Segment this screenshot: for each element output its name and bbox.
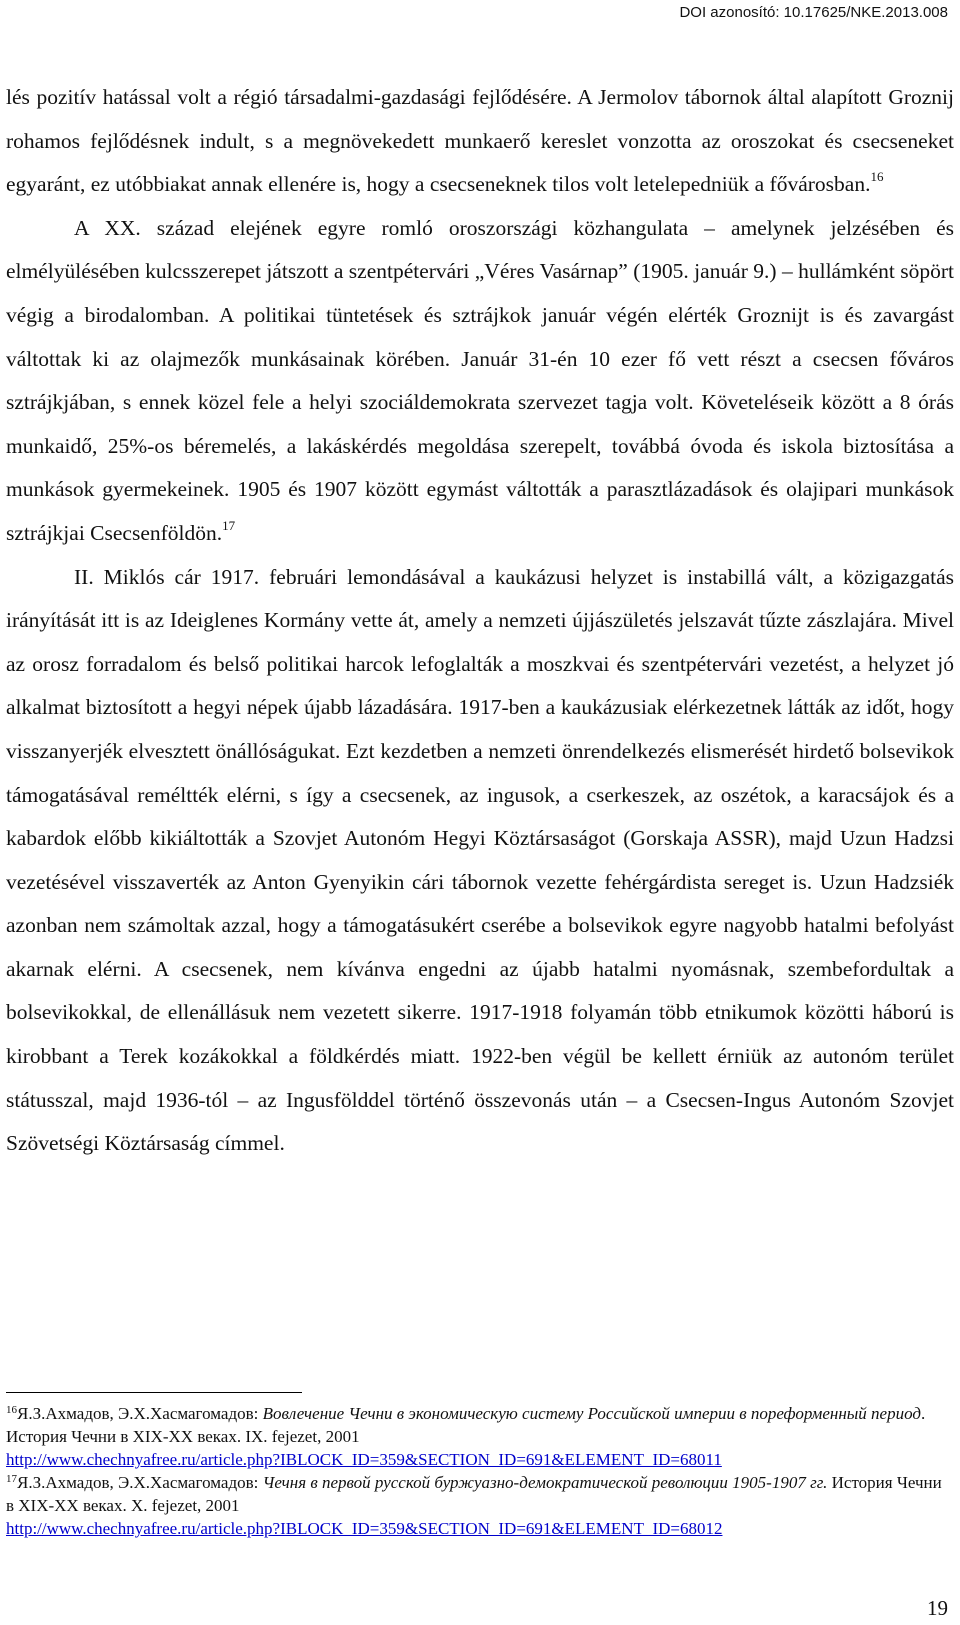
paragraph [6,76,954,207]
paragraph-text: lés pozitív hatással volt a régió társadalmi-gazdasági fejlődésére. A Jermolov tábornok által alapított Groznij rohamos fejlődésnek indult, s a megnövekedett munkaerő kereslet vonzotta az oroszokat és csecseneket egyaránt, ez utóbbiakat annak ellenére is, hogy a csecseneknek tilos volt letelepedniük a fővárosban. [6,85,954,197]
footnote-ref-17[interactable]: 17 [222,517,236,533]
footnote-source: История Чечни в XIX-XX веках. X. fejezet, 2001 [6,1473,942,1515]
footnote-title: Вовлечение Чечни в экономическую систему Российской империи в пореформенный период [262,1404,921,1423]
page-number: 19 [927,1596,948,1620]
footnotes [6,1392,954,1540]
paragraph [6,556,954,1166]
footnote-number: 16 [6,1404,17,1416]
body-text [6,76,954,1166]
footnote-authors: Я.З.Ахмадов, Э.Х.Хасмагомадов: [17,1473,263,1492]
footnote-17 [6,1471,954,1540]
footnote-authors: Я.З.Ахмадов, Э.Х.Хасмагомадов: [17,1404,263,1423]
paragraph [6,207,954,556]
paragraph-text: A XX. század elejének egyre romló oroszországi közhangulata – amelynek jelzésében és elmélyülésében kulcsszerepet játszott a szentpétervári „Véres Vasárnap” (1905. január 9.) – hullámként söpört végig a birodalomban. A politikai tüntetések és sztrájkok január végén elérték Groznijt is és zavargást váltottak ki az olajmezők munkásainak körében. Január 31-én 10 ezer fő vett részt a csecsen főváros sztrájkjában, s ennek közel fele a helyi szociáldemokrata szervezet tagja volt. Követeléseik között a 8 órás munkaidő, 25%-os béremelés, a lakáskérdés megoldása szerepelt, továbbá óvoda és iskola biztosítása a munkások gyermekeinek. 1905 és 1907 között egymást váltották a parasztlázadások és olajipari munkások sztrájkjai Csecsenföldön. [6,215,954,545]
doi-header: DOI azonosító: 10.17625/NKE.2013.008 [679,4,948,21]
footnote-number: 17 [6,1473,17,1485]
footnote-separator [6,1392,302,1393]
footnote-16 [6,1402,954,1471]
footnote-ref-16[interactable]: 16 [870,169,884,185]
footnote-link[interactable]: http://www.chechnyafree.ru/article.php?IBLOCK_ID=359&SECTION_ID=691&ELEMENT_ID=68012 [6,1519,723,1538]
footnote-source: . История Чечни в XIX-XX веках. IX. fejezet, 2001 [6,1404,926,1446]
paragraph-text: II. Miklós cár 1917. februári lemondásával a kaukázusi helyzet is instabillá vált, a közigazgatás irányítását itt is az Ideiglenes Kormány vette át, amely a nemzeti újjászületés jelszavát tűzte zászlajára. Mivel az orosz forradalom és belső politikai harcok lefoglalták a moszkvai és szentpétervári vezetést, a helyzet jó alkalmat biztosított a hegyi népek újabb lázadására. 1917-ben a kaukázusiak elérkezetnek látták az időt, hogy visszanyerjék elvesztett önállóságukat. Ezt kezdetben a nemzeti önrendelkezés elismerését hirdető bolsevikok támogatásával reméltték elérni, s így a csecsenek, az ingusok, a cserkeszek, az oszétok, a karacsájok és a kabardok előbb kikiáltották a Szovjet Autonóm Hegyi Köztársaságot (Gorskaja ASSR), majd Uzun Hadzsi vezetésével visszaverték az Anton Gyenyikin cári tábornok vezette fehérgárdista sereget is. Uzun Hadzsiék azonban nem számoltak azzal, hogy a támogatásukért cserébe a bolsevikok egyre nagyobb hatalmi befolyást akarnak elérni. A csecsenek, nem kívánva engedni az újabb hatalmi nyomásnak, szembefordultak a bolsevikokkal, de ellenállásuk nem vezetett sikerre. 1917-1918 folyamán több etnikumok közötti háború is kirobbant a Terek kozákokkal a földkérdés miatt. 1922-ben végül be kellett érniük az autonóm terület státusszal, majd 1936-tól – az Ingusfölddel történő összevonás után – a Csecsen-Ingus Autonóm Szovjet Szövetségi Köztársaság címmel. [6,564,954,1156]
footnote-title: Чечня в первой русской буржуазно-демократической революции 1905-1907 гг. [262,1473,828,1492]
footnote-link[interactable]: http://www.chechnyafree.ru/article.php?IBLOCK_ID=359&SECTION_ID=691&ELEMENT_ID=68011 [6,1450,722,1469]
